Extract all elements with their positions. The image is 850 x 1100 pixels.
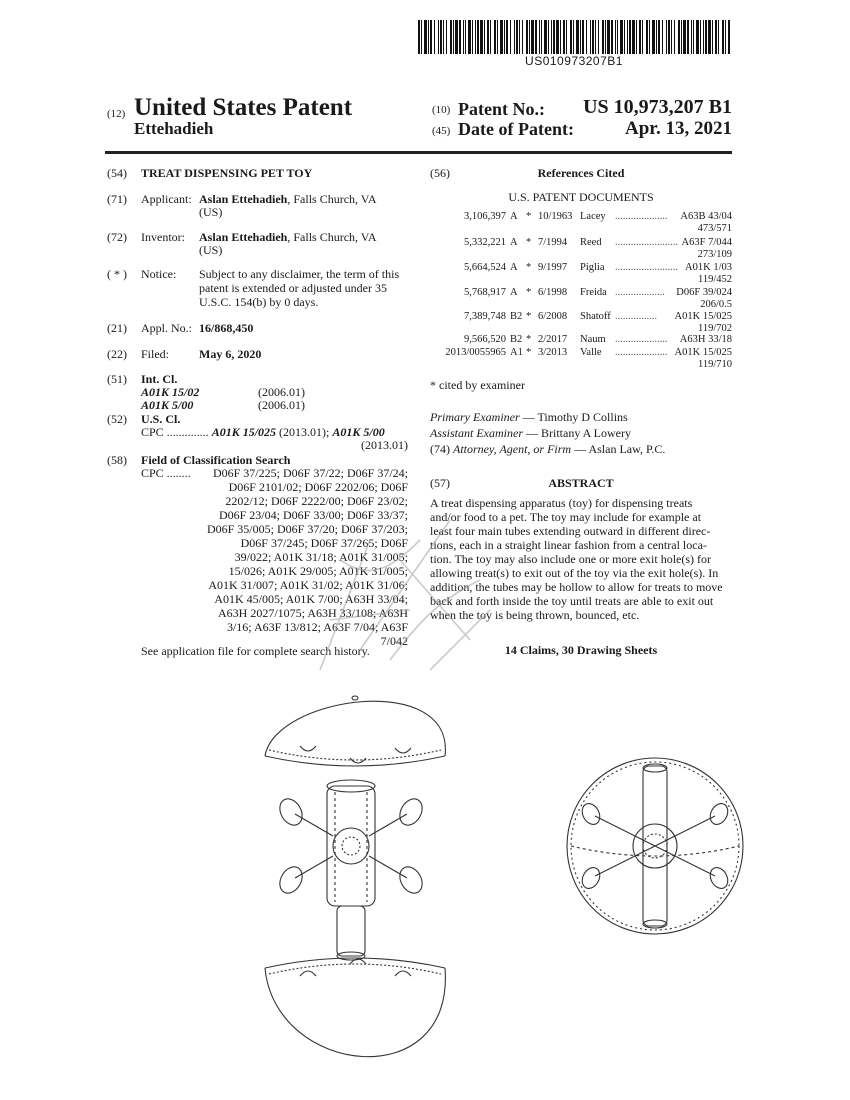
barcode-bar: [681, 20, 682, 54]
ref-date: 3/2013: [538, 347, 568, 358]
f22-label: Filed:: [141, 347, 170, 361]
f21-code: (21): [107, 321, 127, 335]
barcode-bar: [500, 20, 503, 54]
ref-date: 6/2008: [538, 311, 568, 322]
f58-line: D06F 23/04; D06F 33/00; D06F 33/37;: [218, 508, 408, 522]
f52-label: U.S. Cl.: [141, 412, 181, 426]
ref-number: 2013/0055965: [445, 347, 506, 358]
primary-examiner-label: Primary Examiner: [430, 410, 520, 424]
ref-class: A63F 7/044: [681, 237, 732, 248]
ref-name: Naum: [580, 334, 606, 345]
ref-name: Piglia: [580, 262, 605, 273]
ref-subclass: 119/702: [697, 323, 732, 334]
f54-code: (54): [107, 166, 127, 180]
ref-dots: ....................: [615, 211, 668, 222]
barcode-bar: [708, 20, 711, 54]
barcode-bar: [438, 20, 439, 54]
ref-date: 6/1998: [538, 287, 568, 298]
ref-name: Freida: [580, 287, 607, 298]
ref-subclass: 119/710: [697, 359, 732, 370]
ref-number: 5,332,221: [464, 237, 506, 248]
ref-kind: A1: [510, 347, 523, 358]
ref-class: A01K 15/025: [674, 311, 732, 322]
barcode-bar: [526, 20, 528, 54]
barcode-bar: [705, 20, 707, 54]
f74-label: Attorney, Agent, or Firm: [453, 442, 572, 456]
barcode-bar: [484, 20, 485, 54]
barcode-bar: [712, 20, 713, 54]
f71-name: Aslan Ettehadieh: [199, 192, 288, 206]
f71-country: (US): [199, 205, 223, 219]
patent-no-value: US 10,973,207 B1: [583, 96, 732, 118]
barcode-bar: [497, 20, 498, 54]
f52-cpc-label: CPC ..............: [141, 425, 209, 439]
barcode-bar: [459, 20, 461, 54]
f51-date-1: (2006.01): [258, 385, 305, 399]
barcode-bar: [510, 20, 511, 54]
barcode-bar: [725, 20, 726, 54]
f72-name: Aslan Ettehadieh: [199, 230, 288, 244]
barcode-bar: [535, 20, 537, 54]
barcode-bar: [440, 20, 442, 54]
f57-abstract-label: ABSTRACT: [548, 476, 614, 490]
ref-date: 2/2017: [538, 334, 568, 345]
barcode-bar: [506, 20, 508, 54]
barcode-bar: [586, 20, 587, 54]
ref-star: *: [526, 311, 532, 322]
f52-code: (52): [107, 412, 127, 426]
barcode-bar: [722, 20, 724, 54]
f58-line: 7/042: [380, 634, 408, 648]
barcode-bar: [642, 20, 643, 54]
barcode-bar: [598, 20, 599, 54]
barcode-bar: [566, 20, 567, 54]
f52-class-2: A01K 5/00: [332, 425, 385, 439]
barcode-bar: [728, 20, 730, 54]
f58-line: 2202/12; D06F 2222/00; D06F 23/02;: [225, 494, 408, 508]
f71-location: , Falls Church, VA: [287, 192, 377, 206]
ref-dots: ........................: [615, 237, 678, 248]
f58-line: A63H 2027/1075; A63H 33/108; A63H: [217, 606, 408, 620]
ref-subclass: 473/571: [697, 223, 732, 234]
barcode-bar: [453, 20, 454, 54]
ref-kind: A: [510, 287, 518, 298]
watermark-stamp: [300, 500, 500, 690]
barcode-bar: [605, 20, 606, 54]
ref-star: *: [526, 347, 532, 358]
f22-code: (22): [107, 347, 127, 361]
ref-class: D06F 39/024: [676, 287, 732, 298]
notice-line: patent is extended or adjusted under 35: [199, 281, 387, 295]
barcode-bar: [544, 20, 547, 54]
f52-date-1: (2013.01);: [279, 425, 330, 439]
barcode-bar: [671, 20, 672, 54]
barcode-bar: [443, 20, 444, 54]
barcode-bar: [428, 20, 429, 54]
barcode-bar: [696, 20, 699, 54]
ref-dots: ...................: [615, 287, 665, 298]
f58-line: D06F 2101/02; D06F 2202/06; D06F: [228, 480, 408, 494]
barcode-bar: [592, 20, 594, 54]
f52-date-2: (2013.01): [361, 438, 408, 452]
ref-subclass: 206/0.5: [700, 299, 732, 310]
f72-label: Inventor:: [141, 230, 185, 244]
barcode-bar: [656, 20, 657, 54]
barcode-bar: [519, 20, 520, 54]
abstract-line: least four main tubes extending outward in different direc-: [430, 524, 711, 538]
barcode-bar: [539, 20, 540, 54]
barcode-bar: [718, 20, 719, 54]
ref-kind: A: [510, 262, 518, 273]
barcode-bar: [715, 20, 717, 54]
barcode-bar: [472, 20, 473, 54]
barcode-bar: [674, 20, 675, 54]
ref-class: A63H 33/18: [679, 334, 732, 345]
barcode-bar: [522, 20, 523, 54]
f57-code: (57): [430, 476, 450, 490]
assistant-examiner-value: — Brittany A Lowery: [523, 426, 631, 440]
pet-toy-drawing: [255, 676, 775, 1096]
ref-kind: A: [510, 237, 518, 248]
ref-number: 3,106,397: [464, 211, 506, 222]
f58-line: 3/16; A63F 13/812; A63F 7/04; A63F: [226, 620, 408, 634]
f21-value: 16/868,450: [199, 321, 254, 335]
ref-dots: ................: [615, 311, 657, 322]
barcode-bar: [607, 20, 610, 54]
ref-date: 10/1963: [538, 211, 573, 222]
f21-label: Appl. No.:: [141, 321, 192, 335]
barcode-bar: [465, 20, 466, 54]
f58-line: D06F 35/005; D06F 37/20; D06F 37/203;: [206, 522, 408, 536]
barcode-bar: [480, 20, 483, 54]
ref-star: *: [526, 211, 532, 222]
barcode-bar: [580, 20, 581, 54]
barcode-bar: [693, 20, 694, 54]
ref-star: *: [526, 334, 532, 345]
barcode-bar: [617, 20, 618, 54]
barcode-bar: [615, 20, 616, 54]
f51-code: (51): [107, 372, 127, 386]
patent-no-label: Patent No.:: [458, 99, 545, 119]
date-label: Date of Patent:: [458, 119, 574, 139]
f51-class-2: A01K 5/00: [141, 398, 194, 412]
ref-subclass: 273/109: [697, 249, 732, 260]
abstract-line: and/or food to a pet. The toy may include for example at: [430, 510, 702, 524]
barcode-bar: [639, 20, 641, 54]
f74-value: — Aslan Law, P.C.: [571, 442, 666, 456]
ref-star: *: [526, 262, 532, 273]
barcode-bar: [582, 20, 584, 54]
barcode-bar: [463, 20, 464, 54]
barcode-bar: [548, 20, 549, 54]
barcode-bar: [687, 20, 689, 54]
barcode-bar: [700, 20, 701, 54]
f58-code: (58): [107, 453, 127, 467]
barcode-bar: [624, 20, 625, 54]
f58-line: D06F 37/225; D06F 37/22; D06F 37/24;: [212, 466, 408, 480]
ref-name: Valle: [580, 347, 602, 358]
ref-kind: A: [510, 211, 518, 222]
ref-number: 5,768,917: [464, 287, 506, 298]
ref-number: 9,566,520: [464, 334, 506, 345]
abstract-line: tion. The toy may also include one or more exit hole(s) for: [430, 552, 712, 566]
f58-label: Field of Classification Search: [141, 453, 291, 467]
ref-name: Reed: [580, 237, 602, 248]
barcode-bar: [504, 20, 505, 54]
notice-line: U.S.C. 154(b) by 0 days.: [199, 295, 319, 309]
barcode-bar: [683, 20, 686, 54]
barcode-bar: [646, 20, 648, 54]
barcode-bar: [487, 20, 489, 54]
abstract-line: tions, each in a straight linear fashion from a central loca-: [430, 538, 707, 552]
barcode-bar: [490, 20, 491, 54]
barcode-bar: [691, 20, 692, 54]
ref-dots: ....................: [615, 334, 668, 345]
barcode-bar: [662, 20, 663, 54]
f51-label: Int. Cl.: [141, 372, 178, 386]
ref-class: A01K 1/03: [685, 262, 732, 273]
barcode-bar: [666, 20, 667, 54]
barcode-bar: [632, 20, 635, 54]
barcode-bar: [446, 20, 447, 54]
barcode-bar: [541, 20, 542, 54]
f58-line: 39/022; A01K 31/18; A01K 31/005;: [234, 550, 408, 564]
barcode-bar: [455, 20, 458, 54]
f51-date-2: (2006.01): [258, 398, 305, 412]
f58-cpc-label: CPC ........: [141, 466, 191, 480]
barcode-bar: [531, 20, 534, 54]
abstract-line: addition, the tubes may be hollow to allow for treats to move: [430, 580, 723, 594]
f58-line: D06F 37/245; D06F 37/265; D06F: [240, 536, 408, 550]
barcode-bar: [494, 20, 496, 54]
barcode-bar: [636, 20, 637, 54]
ref-number: 7,389,748: [464, 311, 506, 322]
barcode-bar: [556, 20, 559, 54]
ref-name: Shatoff: [580, 311, 611, 322]
barcode-bar: [424, 20, 427, 54]
barcode-bar: [627, 20, 628, 54]
f72-location: , Falls Church, VA: [287, 230, 377, 244]
f72-code: (72): [107, 230, 127, 244]
barcode-bar: [421, 20, 422, 54]
date-value: Apr. 13, 2021: [625, 118, 732, 139]
ref-class: A63B 43/04: [680, 211, 732, 222]
header-rule: [105, 151, 732, 154]
barcode-bar: [468, 20, 471, 54]
barcode-bar: [678, 20, 680, 54]
abstract-line: when the toy is being thrown, bounced, etc.: [430, 608, 640, 622]
code-12: (12): [107, 108, 126, 120]
inventor-surname: Ettehadieh: [134, 119, 214, 138]
f52-class-1: A01K 15/025: [211, 425, 277, 439]
f58-see-note: See application file for complete search history.: [141, 644, 370, 658]
barcode-number: US010973207B1: [525, 54, 623, 68]
barcode-bar: [516, 20, 518, 54]
barcode-bar: [649, 20, 650, 54]
barcode-bar: [477, 20, 479, 54]
barcode-bar: [529, 20, 530, 54]
f71-label: Applicant:: [141, 192, 192, 206]
barcode-bar: [475, 20, 476, 54]
barcode-bar: [430, 20, 432, 54]
ref-star: *: [526, 287, 532, 298]
ref-date: 7/1994: [538, 237, 568, 248]
barcode-bar: [551, 20, 552, 54]
ref-class: A01K 15/025: [674, 347, 732, 358]
primary-examiner-value: — Timothy D Collins: [519, 410, 628, 424]
barcode-bar: [560, 20, 561, 54]
f58-line: 15/026; A01K 29/005; A01K 31/005;: [228, 564, 408, 578]
barcode-bar: [668, 20, 670, 54]
f71-code: (71): [107, 192, 127, 206]
f58-line: A01K 45/005; A01K 7/00; A63H 33/04;: [214, 592, 408, 606]
assistant-examiner-label: Assistant Examiner: [430, 426, 523, 440]
barcode-icon: [418, 20, 730, 54]
f56-code: (56): [430, 166, 450, 180]
patent-type-title: United States Patent: [134, 94, 353, 121]
barcode-bar: [418, 20, 420, 54]
barcode-bar: [652, 20, 655, 54]
barcode-bar: [629, 20, 631, 54]
barcode-bar: [553, 20, 555, 54]
f51-class-1: A01K 15/02: [141, 385, 200, 399]
f72-country: (US): [199, 243, 223, 257]
ref-dots: ....................: [615, 347, 668, 358]
code-10: (10): [432, 104, 451, 116]
f74-code: (74): [430, 442, 450, 456]
ref-kind: B2: [510, 311, 523, 322]
us-docs-label: U.S. PATENT DOCUMENTS: [508, 190, 654, 204]
barcode-bar: [514, 20, 515, 54]
ref-subclass: 119/452: [697, 274, 732, 285]
barcode-bar: [434, 20, 435, 54]
f58-line: A01K 31/007; A01K 31/02; A01K 31/06;: [208, 578, 408, 592]
barcode-bar: [573, 20, 574, 54]
abstract-line: back and forth inside the toy until treats are able to exit out: [430, 594, 714, 608]
ref-number: 5,664,524: [464, 262, 506, 273]
claims-line: 14 Claims, 30 Drawing Sheets: [504, 643, 658, 657]
ref-name: Lacey: [580, 211, 606, 222]
barcode-bar: [595, 20, 596, 54]
barcode-bar: [590, 20, 591, 54]
ref-kind: B2: [510, 334, 523, 345]
notice-label: Notice:: [141, 267, 177, 281]
barcode-bar: [563, 20, 565, 54]
f22-value: May 6, 2020: [199, 347, 262, 361]
barcode-bar: [576, 20, 579, 54]
notice-line: Subject to any disclaimer, the term of this: [199, 267, 400, 281]
ref-star: *: [526, 237, 532, 248]
barcode-bar: [450, 20, 452, 54]
abstract-line: allowing treat(s) to exit out of the toy via the exit hole(s). In: [430, 566, 719, 580]
abstract-line: A treat dispensing apparatus (toy) for dispensing treats: [430, 496, 693, 510]
ref-date: 9/1997: [538, 262, 568, 273]
barcode-bar: [658, 20, 660, 54]
f56-label: References Cited: [537, 166, 625, 180]
barcode-bar: [602, 20, 604, 54]
notice-text: [199, 267, 409, 309]
code-45: (45): [432, 125, 451, 137]
barcode-bar: [611, 20, 613, 54]
cited-by-examiner: * cited by examiner: [430, 378, 525, 392]
ref-dots: ........................: [615, 262, 678, 273]
f54-title: TREAT DISPENSING PET TOY: [141, 166, 313, 180]
barcode-bar: [570, 20, 572, 54]
barcode-bar: [703, 20, 704, 54]
barcode-bar: [620, 20, 623, 54]
notice-code: ( * ): [107, 267, 127, 281]
